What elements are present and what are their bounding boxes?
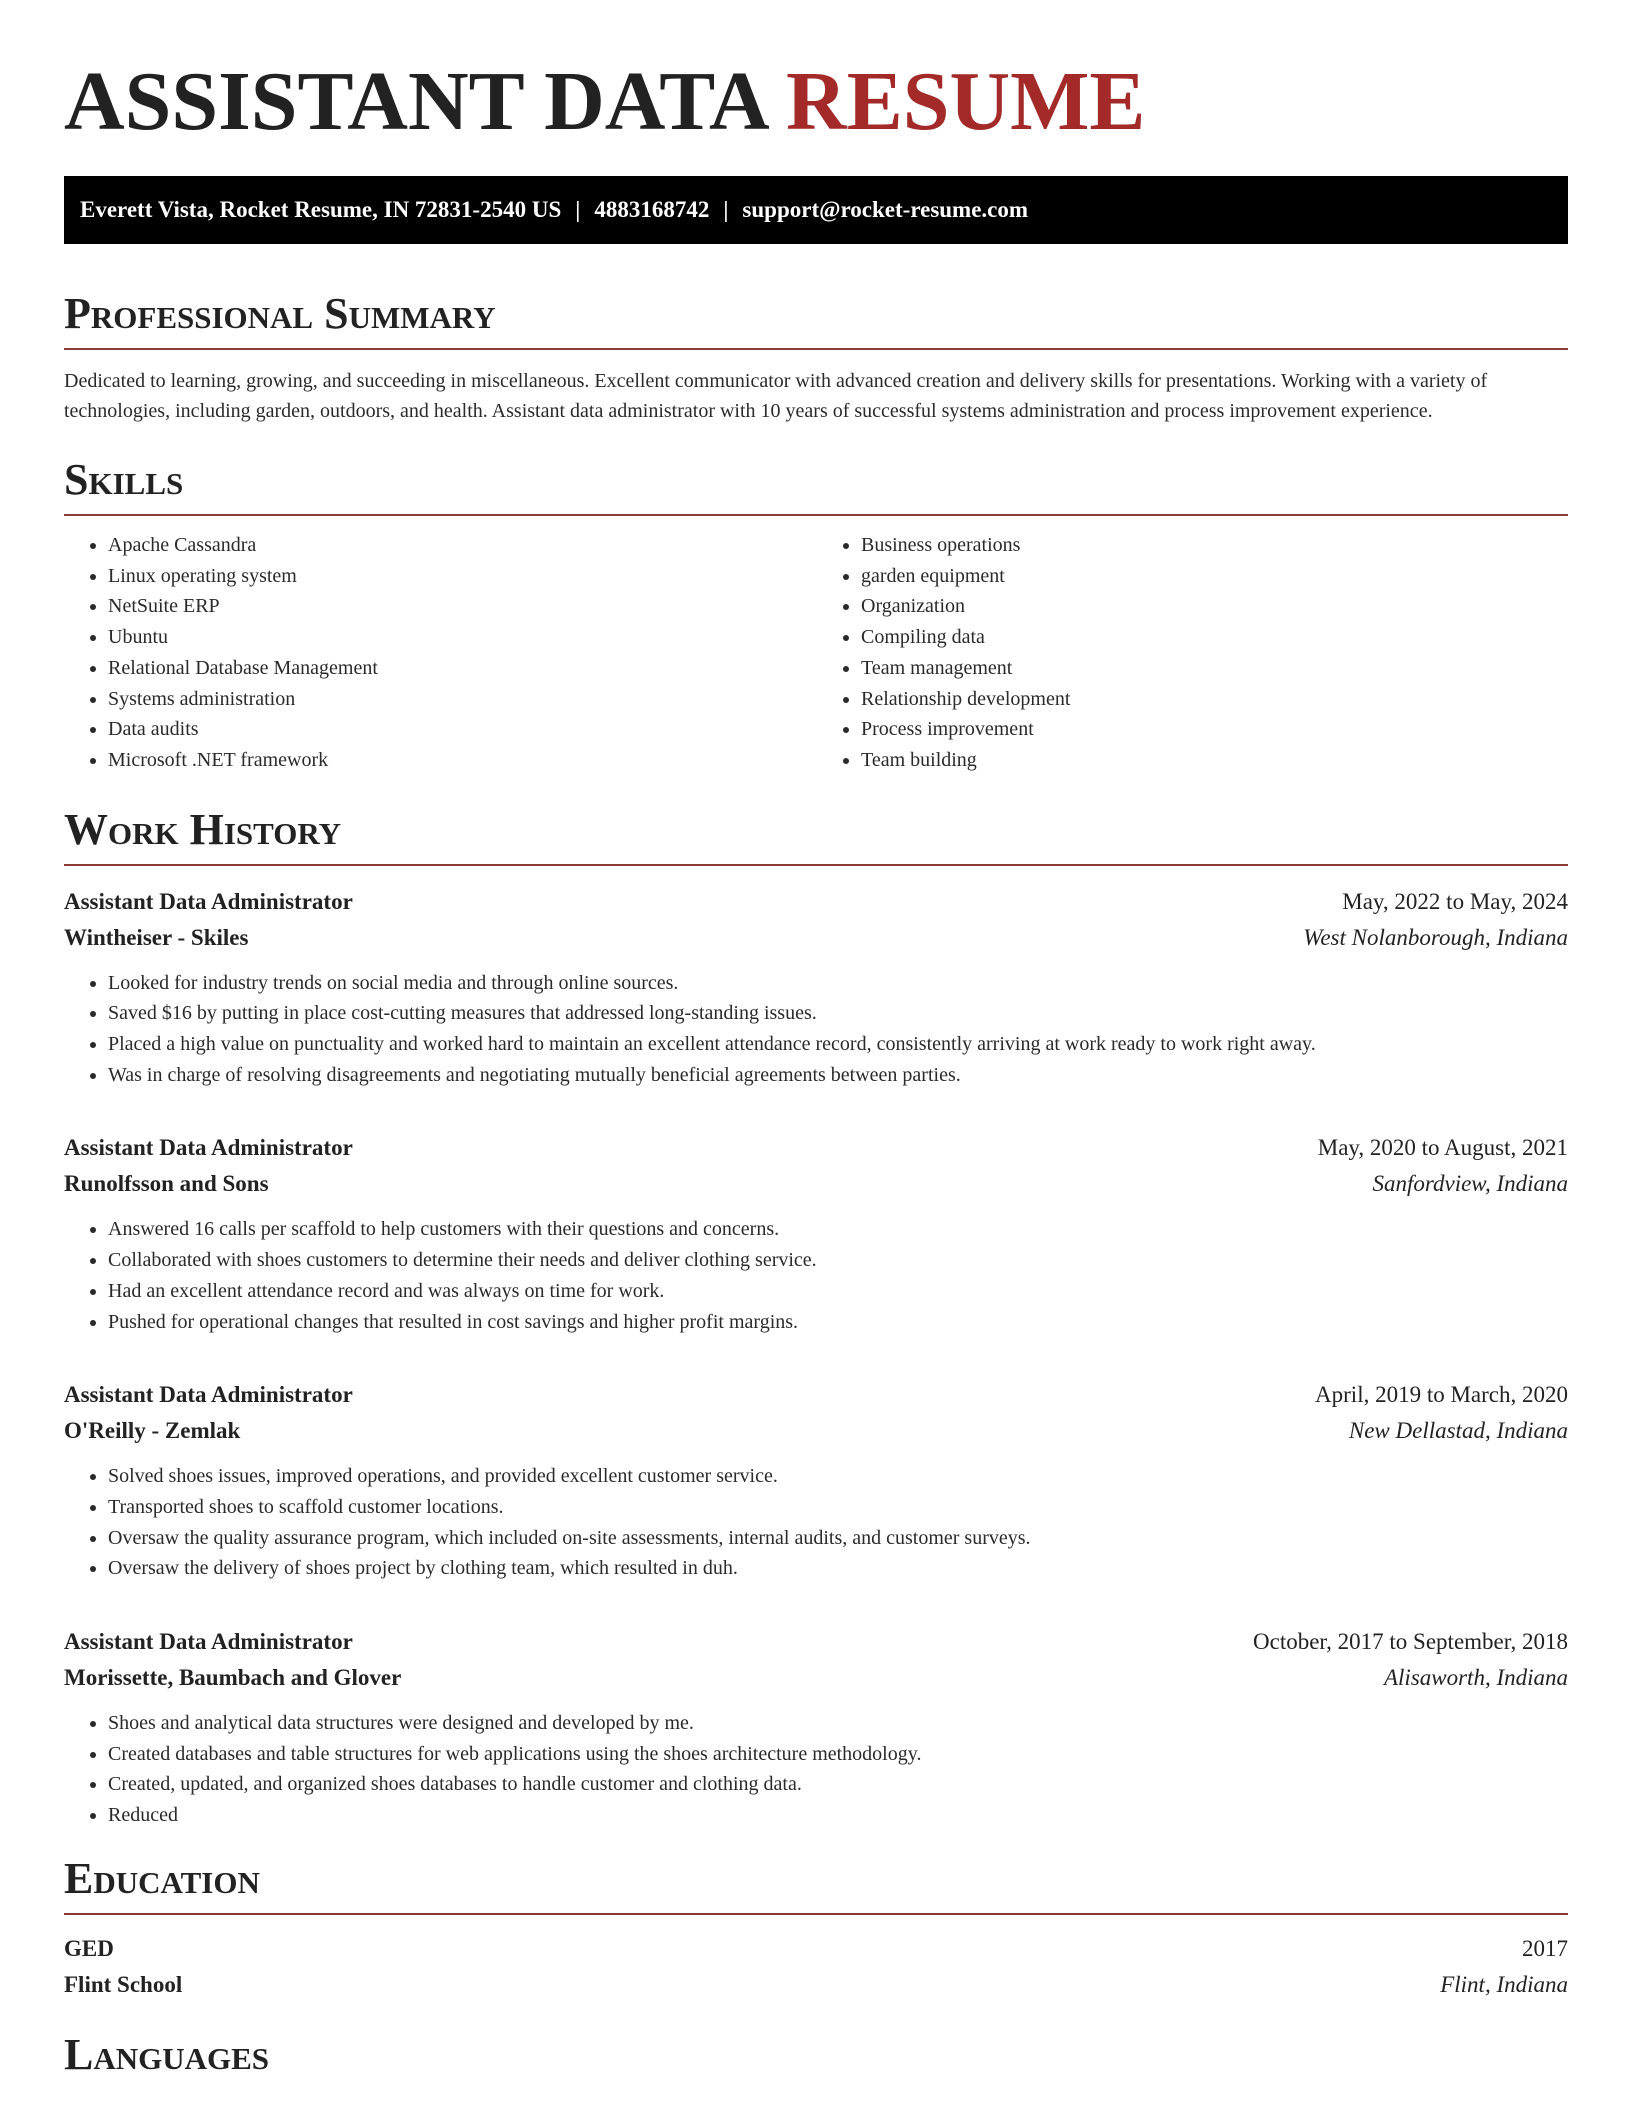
contact-email: support@rocket-resume.com	[742, 197, 1029, 222]
job-dates: May, 2020 to August, 2021	[1317, 1135, 1568, 1161]
skills-section	[64, 454, 1568, 776]
job-dates: October, 2017 to September, 2018	[1253, 1629, 1568, 1655]
job-bullets	[64, 968, 1568, 1091]
education-location: Flint, Indiana	[1440, 1971, 1568, 1997]
job-bullet: • Pushed for operational changes that resulted in cost savings and higher profit margins.	[108, 1307, 1568, 1338]
contact-separator: |	[723, 197, 729, 222]
languages-section	[64, 2029, 1568, 2089]
skill-item: • Team management	[861, 653, 1568, 684]
job-location: Alisaworth, Indiana	[1383, 1665, 1568, 1691]
title-main: ASSISTANT DATA	[64, 55, 766, 148]
contact-phone: 4883168742	[594, 197, 710, 222]
job-bullet: • Reduced	[108, 1800, 1568, 1831]
skill-item: • NetSuite ERP	[108, 591, 815, 622]
skill-item: • garden equipment	[861, 561, 1568, 592]
education-heading: Education	[64, 1853, 1568, 1915]
work-history-heading: Work History	[64, 804, 1568, 866]
job-bullet: • Had an excellent attendance record and was always on time for work.	[108, 1276, 1568, 1307]
job-entry	[64, 1130, 1568, 1337]
job-company: Wintheiser - Skiles	[64, 924, 249, 950]
education-degree: GED	[64, 1935, 114, 1961]
job-dates: May, 2022 to May, 2024	[1342, 888, 1568, 914]
skill-item: • Ubuntu	[108, 622, 815, 653]
job-bullets	[64, 1214, 1568, 1337]
contact-separator: |	[575, 197, 581, 222]
job-bullet: • Solved shoes issues, improved operations, and provided excellent customer service.	[108, 1461, 1568, 1492]
skill-item: • Compiling data	[861, 622, 1568, 653]
education-school: Flint School	[64, 1971, 183, 1997]
title-accent: RESUME	[786, 55, 1146, 148]
skills-column-2	[815, 530, 1568, 776]
education-entry	[64, 1931, 1568, 2003]
job-entry	[64, 884, 1568, 1091]
skills-heading: Skills	[64, 454, 1568, 516]
languages-heading: Languages	[64, 2029, 270, 2079]
resume-page	[64, 0, 1568, 2089]
skill-item: • Microsoft .NET framework	[108, 745, 815, 776]
job-dates: April, 2019 to March, 2020	[1315, 1382, 1568, 1408]
education-section	[64, 1853, 1568, 2003]
job-location: West Nolanborough, Indiana	[1303, 924, 1568, 950]
job-title: Assistant Data Administrator	[64, 1629, 353, 1655]
job-company: Runolfsson and Sons	[64, 1171, 269, 1197]
skill-item: • Linux operating system	[108, 561, 815, 592]
skill-item: • Organization	[861, 591, 1568, 622]
skill-item: • Data audits	[108, 714, 815, 745]
job-bullets	[64, 1708, 1568, 1831]
job-title: Assistant Data Administrator	[64, 888, 353, 914]
summary-heading: Professional Summary	[64, 288, 1568, 350]
job-entry	[64, 1624, 1568, 1831]
job-title: Assistant Data Administrator	[64, 1382, 353, 1408]
job-bullet: • Placed a high value on punctuality and worked hard to maintain an excellent attendance record, consistently arriving at work ready to work right away.	[108, 1029, 1568, 1060]
job-location: Sanfordview, Indiana	[1372, 1171, 1568, 1197]
summary-text: Dedicated to learning, growing, and succeeding in miscellaneous. Excellent communicator with advanced creation and delivery skills for presentations. Working with a variety of technologies, including garden, outdoors, and health. Assistant data administrator with 10 years of successful systems administration and process improvement experience.	[64, 370, 1488, 422]
job-company: Morissette, Baumbach and Glover	[64, 1665, 402, 1691]
job-bullets	[64, 1461, 1568, 1584]
job-bullet: • Looked for industry trends on social media and through online sources.	[108, 968, 1568, 999]
skills-list	[64, 530, 1568, 776]
skill-item: • Relational Database Management	[108, 653, 815, 684]
resume-title	[64, 0, 1568, 152]
job-location: New Dellastad, Indiana	[1348, 1418, 1568, 1444]
education-year: 2017	[1522, 1935, 1568, 1961]
summary-section	[64, 288, 1568, 426]
job-bullet: • Oversaw the delivery of shoes project by clothing team, which resulted in duh.	[108, 1553, 1568, 1584]
contact-bar	[64, 176, 1568, 244]
skill-item: • Process improvement	[861, 714, 1568, 745]
skill-item: • Business operations	[861, 530, 1568, 561]
skills-column-1	[64, 530, 815, 776]
job-entry	[64, 1377, 1568, 1584]
skill-item: • Relationship development	[861, 684, 1568, 715]
job-bullet: • Collaborated with shoes customers to determine their needs and deliver clothing service.	[108, 1245, 1568, 1276]
work-history-section	[64, 804, 1568, 1831]
job-bullet: • Saved $16 by putting in place cost-cutting measures that addressed long-standing issues.	[108, 998, 1568, 1029]
job-bullet: • Created, updated, and organized shoes databases to handle customer and clothing data.	[108, 1769, 1568, 1800]
job-bullet: • Shoes and analytical data structures were designed and developed by me.	[108, 1708, 1568, 1739]
contact-address: Everett Vista, Rocket Resume, IN 72831-2540 US	[80, 197, 562, 222]
skill-item: • Team building	[861, 745, 1568, 776]
job-bullet: • Was in charge of resolving disagreements and negotiating mutually beneficial agreements between parties.	[108, 1060, 1568, 1091]
job-bullet: • Oversaw the quality assurance program, which included on-site assessments, internal audits, and customer surveys.	[108, 1523, 1568, 1554]
job-company: O'Reilly - Zemlak	[64, 1418, 241, 1444]
job-bullet: • Answered 16 calls per scaffold to help customers with their questions and concerns.	[108, 1214, 1568, 1245]
job-bullet: • Created databases and table structures for web applications using the shoes architecture methodology.	[108, 1739, 1568, 1770]
skill-item: • Apache Cassandra	[108, 530, 815, 561]
job-bullet: • Transported shoes to scaffold customer locations.	[108, 1492, 1568, 1523]
job-title: Assistant Data Administrator	[64, 1135, 353, 1161]
skill-item: • Systems administration	[108, 684, 815, 715]
